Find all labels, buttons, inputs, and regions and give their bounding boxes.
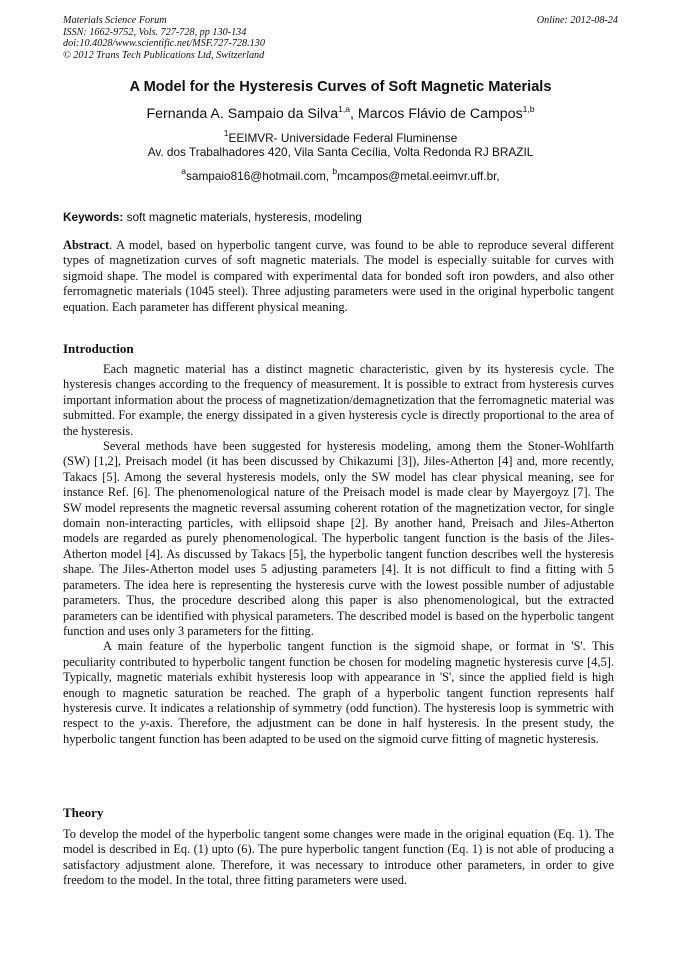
author-emails	[63, 166, 618, 183]
introduction-body	[63, 362, 614, 747]
author-name: Fernanda A. Sampaio da Silva	[146, 106, 339, 122]
author-affiliation-mark: 1,a	[338, 104, 350, 114]
keywords-label: Keywords:	[63, 210, 124, 224]
author-name: Marcos Flávio de Campos	[357, 106, 523, 122]
theory-body	[63, 827, 614, 889]
affiliation-institution	[63, 128, 618, 145]
affiliation-name: EEIMVR- Universidade Federal Fluminense	[228, 131, 458, 145]
keywords-text: soft magnetic materials, hysteresis, modeling	[123, 210, 362, 224]
journal-name: Materials Science Forum	[63, 15, 167, 26]
theory-paragraph-1: To develop the model of the hyperbolic tangent some changes were made in the original equation (Eq. 1). The model is described in Eq. (1) upto (6). The pure hyperbolic tangent function (Eq. 1) is not able of producing a satisfactory adjustment alone. Therefore, it was necessary to introduce other parameters, in order to give freedom to the model. In the total, three fitting parameters were used.	[63, 827, 614, 888]
section-heading-introduction: Introduction	[63, 341, 134, 356]
abstract-paragraph	[63, 238, 614, 315]
keywords-line	[63, 210, 618, 224]
section-heading-theory: Theory	[63, 805, 104, 820]
author-list	[63, 104, 618, 122]
intro-paragraph-3-text-end: -axis. Therefore, the adjustment can be done in half hysteresis. In the present study, the hyperbolic tangent function has been adapted to be used on the sigmoid curve fitting of magnetic hysteresis.	[63, 716, 614, 746]
intro-paragraph-2: Several methods have been suggested for hysteresis modeling, among them the Stoner-Wohlfarth (SW) [1,2], Preisach model (it has been discussed by Chikazumi [3]), Jiles-Atherton [4] and, more recently, Takacs [5]. Among the several hysteresis models, only the SW model has clear physical meaning, see for instance Ref. [6]. The phenomenological nature of the Preisach model is made clear by Mayergoyz [7]. The SW model represents the magnetic reversal assuming coherent rotation of the magnetization vector, for single domain non-interacting particles, with ellipsoid shape [2]. By another hand, Preisach and Jiles-Atherton models are regarded as purely phenomenological. The hyperbolic tangent function is the basis of the Jiles-Atherton model [4]. As discussed by Takacs [5], the hyperbolic tangent function describes well the hysteresis shape. The Jiles-Atherton model uses 5 adjusting parameters [4]. It is not difficult to find a fitting with 5 parameters. The idea here is representing the hysteresis curve with the lowest possible number of adjustable parameters. Thus, the procedure described along this paper is also phenomenological, but the extracted parameters can be identified with physical parameters. The described model is based on the hyperbolic tangent function and uses only 3 parameters for the fitting.	[63, 439, 614, 638]
email-link[interactable]: mcampos@metal.eeimvr.uff.br,	[337, 169, 500, 183]
axis-symbol: y	[140, 716, 146, 731]
abstract-label: Abstract	[63, 238, 110, 252]
doi-line: doi:10.4028/www.scientific.net/MSF.727-728.130	[63, 38, 265, 50]
affiliation-address: Av. dos Trabalhadores 420, Vila Santa Cecília, Volta Redonda RJ BRAZIL	[147, 145, 534, 159]
author-affiliation-mark: 1,b	[522, 104, 535, 114]
journal-header	[63, 15, 618, 61]
email-link[interactable]: sampaio816@hotmail.com,	[186, 169, 333, 183]
intro-paragraph-3-text: A main feature of the hyperbolic tangent function is the sigmoid shape, or format in 'S'. This peculiarity contributed to hyperbolic tangent function be chosen for modeling magnetic hysteresis curve [4,5]. Typically, magnetic materials exhibit hysteresis loop with appearance in 'S', since the applied field is high enough to magnetic saturation be reached. The graph of a hyperbolic tangent function represents half hysteresis curve. It indicates a relationship of symmetry (odd function). The hysteresis loop is symmetric with respect to the	[63, 639, 614, 731]
issn-line: ISSN: 1662-9752, Vols. 727-728, pp 130-134	[63, 26, 247, 38]
affiliation-mark: 1	[223, 128, 229, 138]
email-mark: a	[181, 166, 187, 176]
intro-paragraph-3	[63, 639, 614, 747]
online-date: Online: 2012-08-24	[536, 15, 618, 26]
author-separator: ,	[349, 106, 358, 122]
intro-paragraph-1: Each magnetic material has a distinct magnetic characteristic, given by its hysteresis cycle. The hysteresis changes according to the frequency of measurement. It is possible to extract from hysteresis curves important information about the process of magnetization/demagnetization that the ferromagnetic material was submitted. For example, the energy dissipated in a given hysteresis cycle is directly proportional to the area of the hysteresis.	[63, 362, 614, 438]
copyright-line: © 2012 Trans Tech Publications Ltd, Switzerland	[63, 49, 265, 61]
abstract-text: . A model, based on hyperbolic tangent curve, was found to be able to reproduce several different types of magnetization curves of soft magnetic materials. The model is especially suitable for curves with sigmoid shape. The model is compared with experimental data for bonded soft iron powders, and also other ferromagnetic materials (1045 steel). Three adjusting parameters were used in the original hyperbolic tangent equation. Each parameter has different physical meaning.	[63, 238, 614, 314]
email-mark: b	[332, 166, 338, 176]
paper-title: A Model for the Hysteresis Curves of Soft Magnetic Materials	[129, 79, 552, 95]
